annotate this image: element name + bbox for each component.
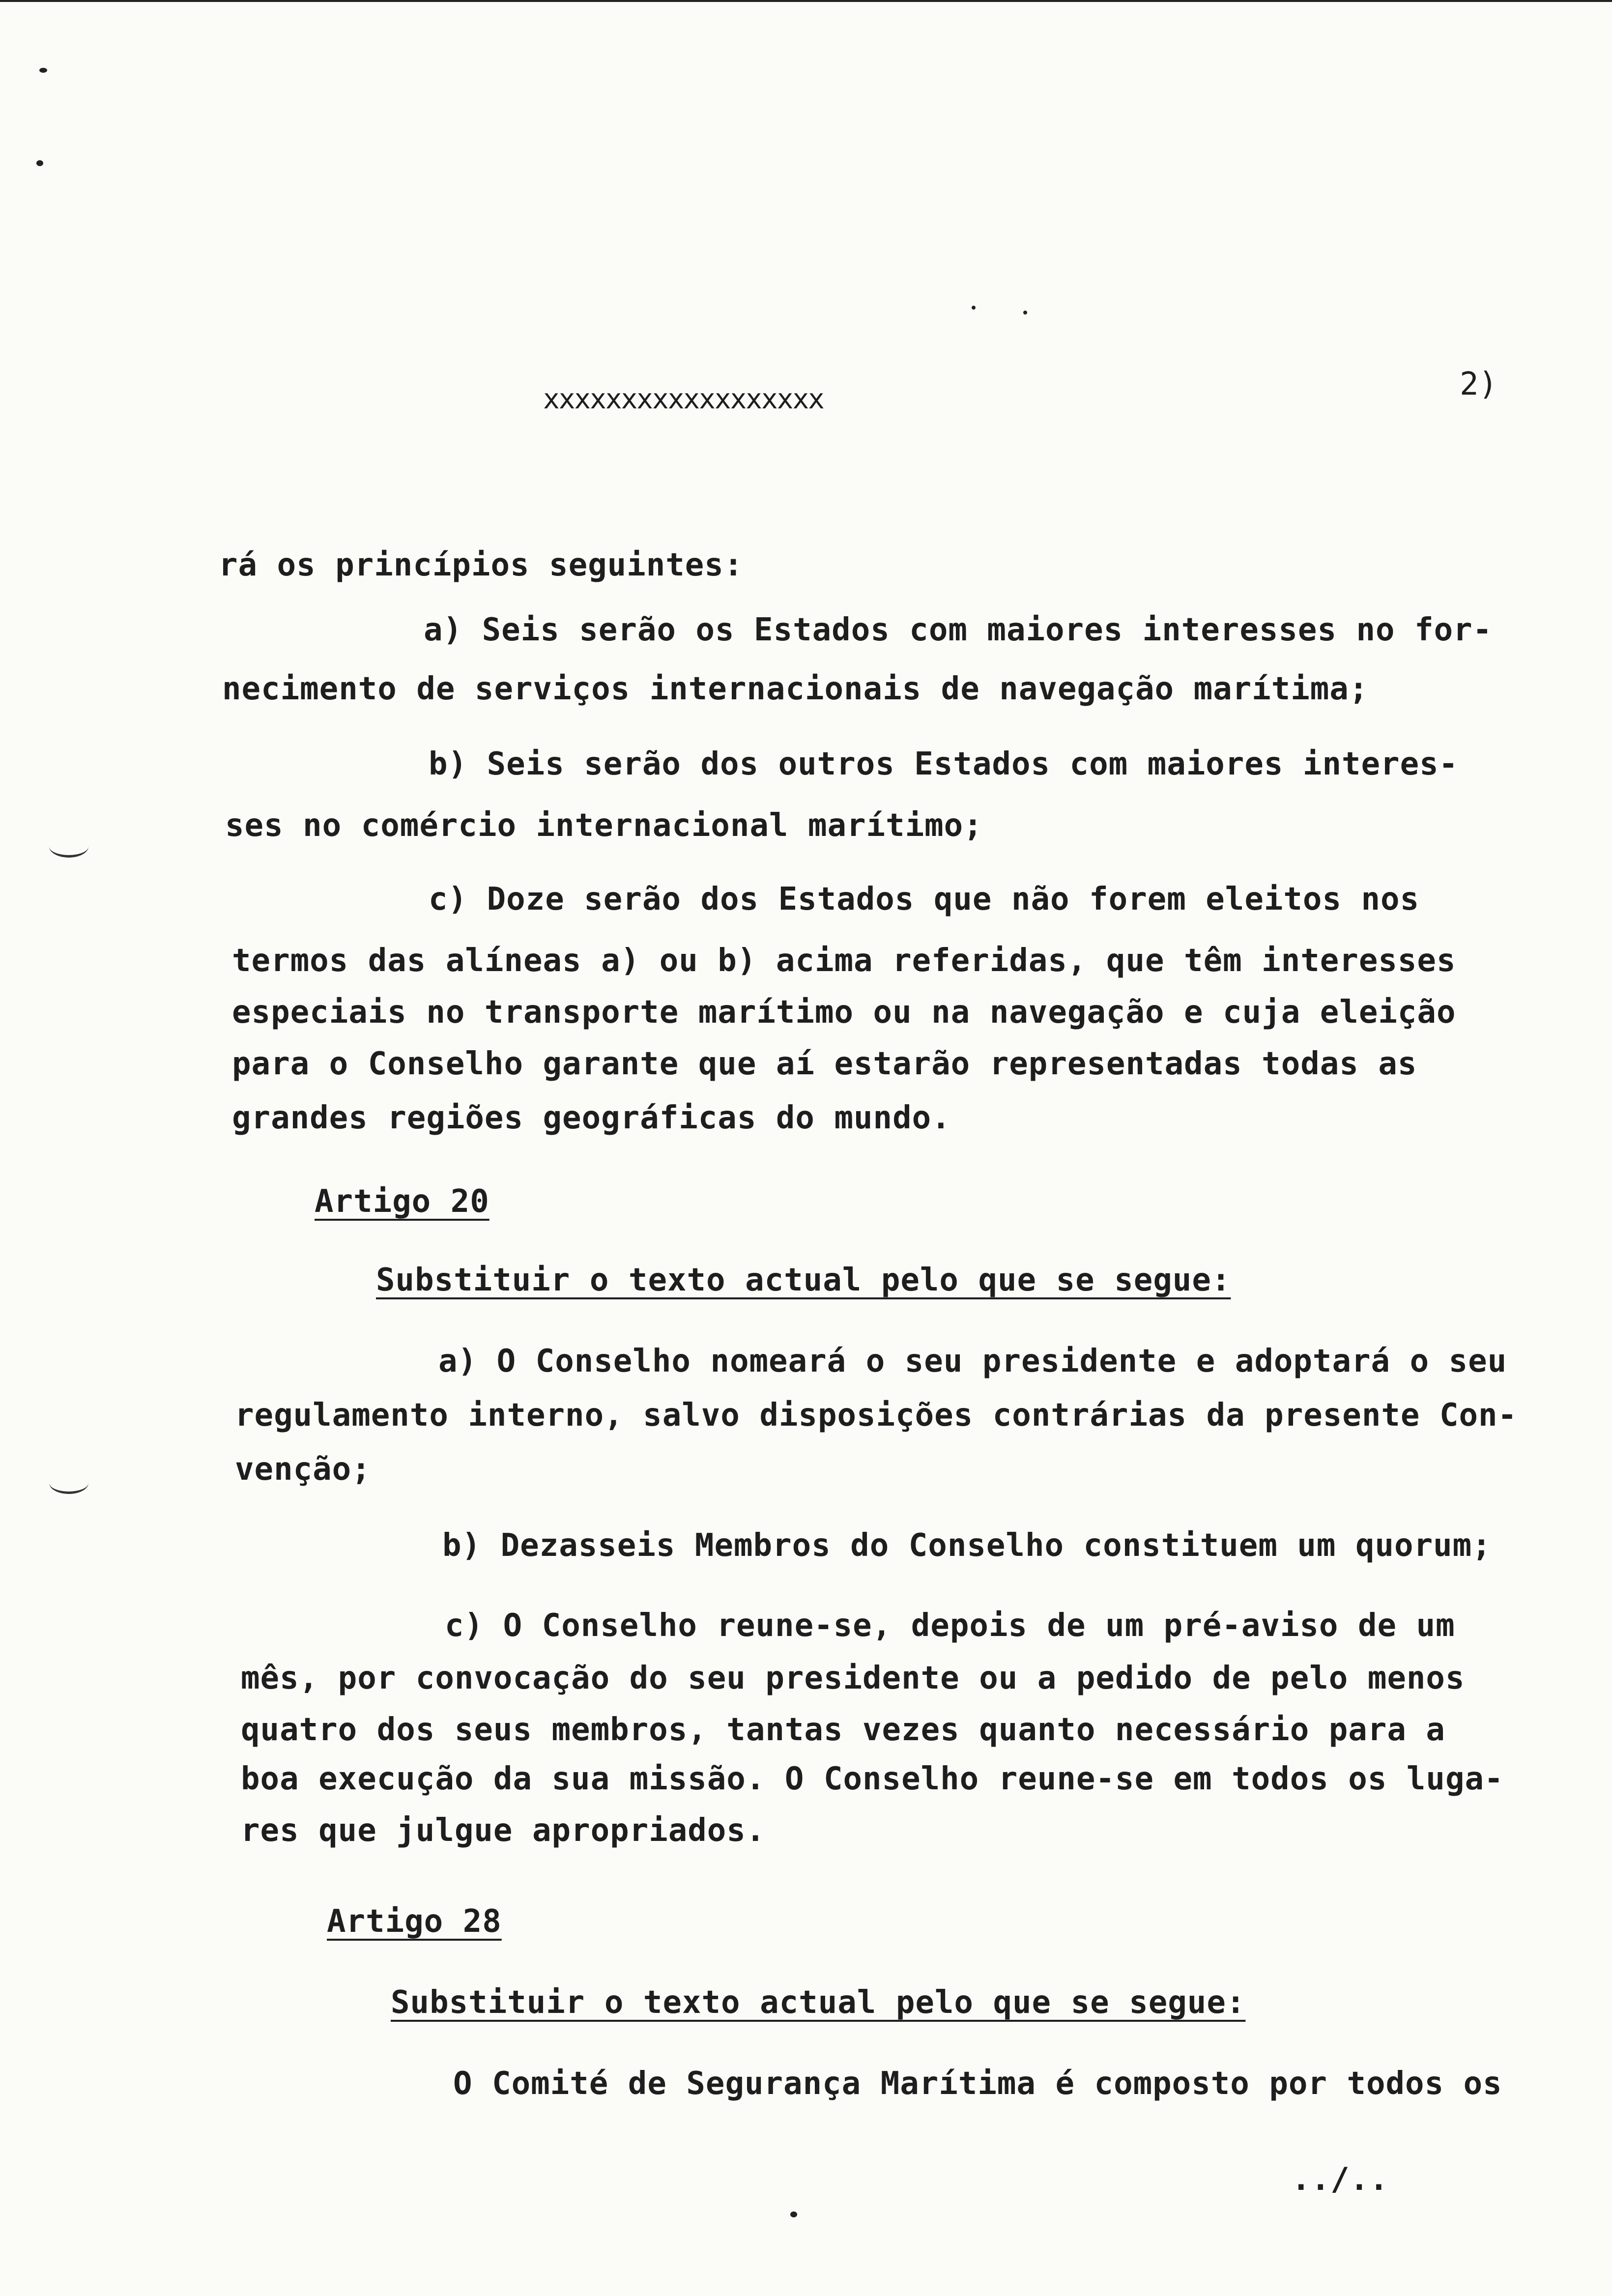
art20-c-line-5: res que julgue apropriados. [241, 1812, 766, 1849]
scan-speck [1023, 311, 1027, 315]
art20-b-line-1: b) Dezasseis Membros do Conselho constituem um quorum; [442, 1527, 1492, 1564]
scan-speck [39, 68, 47, 73]
art20-c-line-3: quatro dos seus membros, tantas vezes quanto necessário para a [241, 1712, 1445, 1748]
art20-a-line-3: venção; [235, 1451, 371, 1488]
top-edge-line [0, 0, 1612, 2]
art20-c-line-2: mês, por convocação do seu presidente ou a pedido de pelo menos [241, 1660, 1465, 1696]
item-c-line-1: c) Doze serão dos Estados que não forem eleitos nos [429, 881, 1420, 918]
scan-speck [36, 160, 43, 166]
punch-hole-mark [49, 1472, 88, 1494]
item-b-line-1: b) Seis serão dos outros Estados com maiores interes- [429, 746, 1459, 782]
item-c-line-2: termos das alíneas a) ou b) acima referidas, que têm interesses [232, 943, 1456, 979]
redacted-header: xxxxxxxxxxxxxxxxxx [543, 383, 824, 415]
item-b-line-2: ses no comércio internacional marítimo; [225, 807, 983, 844]
item-c-line-3: especiais no transporte marítimo ou na navegação e cuja eleição [232, 994, 1456, 1031]
item-a-line-1: a) Seis serão os Estados com maiores interesses no for- [424, 612, 1493, 648]
scan-speck [790, 2211, 797, 2217]
article-20-heading: Artigo 20 [315, 1183, 489, 1220]
article-20-intro: Substituir o texto actual pelo que se segue: [376, 1262, 1231, 1298]
item-a-line-2: necimento de serviços internacionais de navegação marítima; [222, 671, 1369, 707]
article-28-heading: Artigo 28 [327, 1903, 502, 1940]
art20-a-line-1: a) O Conselho nomeará o seu presidente e adoptará o seu [438, 1343, 1507, 1379]
continuation-mark: ../.. [1292, 2161, 1389, 2198]
page-number: 2) [1460, 366, 1498, 402]
paragraph-continuation: rá os princípios seguintes: [219, 547, 744, 583]
art20-c-line-1: c) O Conselho reune-se, depois de um pré-aviso de um [445, 1607, 1455, 1644]
article-28-text: O Comité de Segurança Marítima é composto por todos os [453, 2066, 1502, 2102]
art20-c-line-4: boa execução da sua missão. O Conselho reune-se em todos os luga- [241, 1761, 1504, 1797]
item-c-line-4: para o Conselho garante que aí estarão representadas todas as [232, 1046, 1417, 1082]
item-c-line-5: grandes regiões geográficas do mundo. [232, 1100, 951, 1136]
punch-hole-mark [49, 835, 88, 858]
scan-speck [972, 306, 976, 310]
art20-a-line-2: regulamento interno, salvo disposições contrárias da presente Con- [235, 1397, 1518, 1434]
article-28-intro: Substituir o texto actual pelo que se segue: [391, 1984, 1246, 2021]
